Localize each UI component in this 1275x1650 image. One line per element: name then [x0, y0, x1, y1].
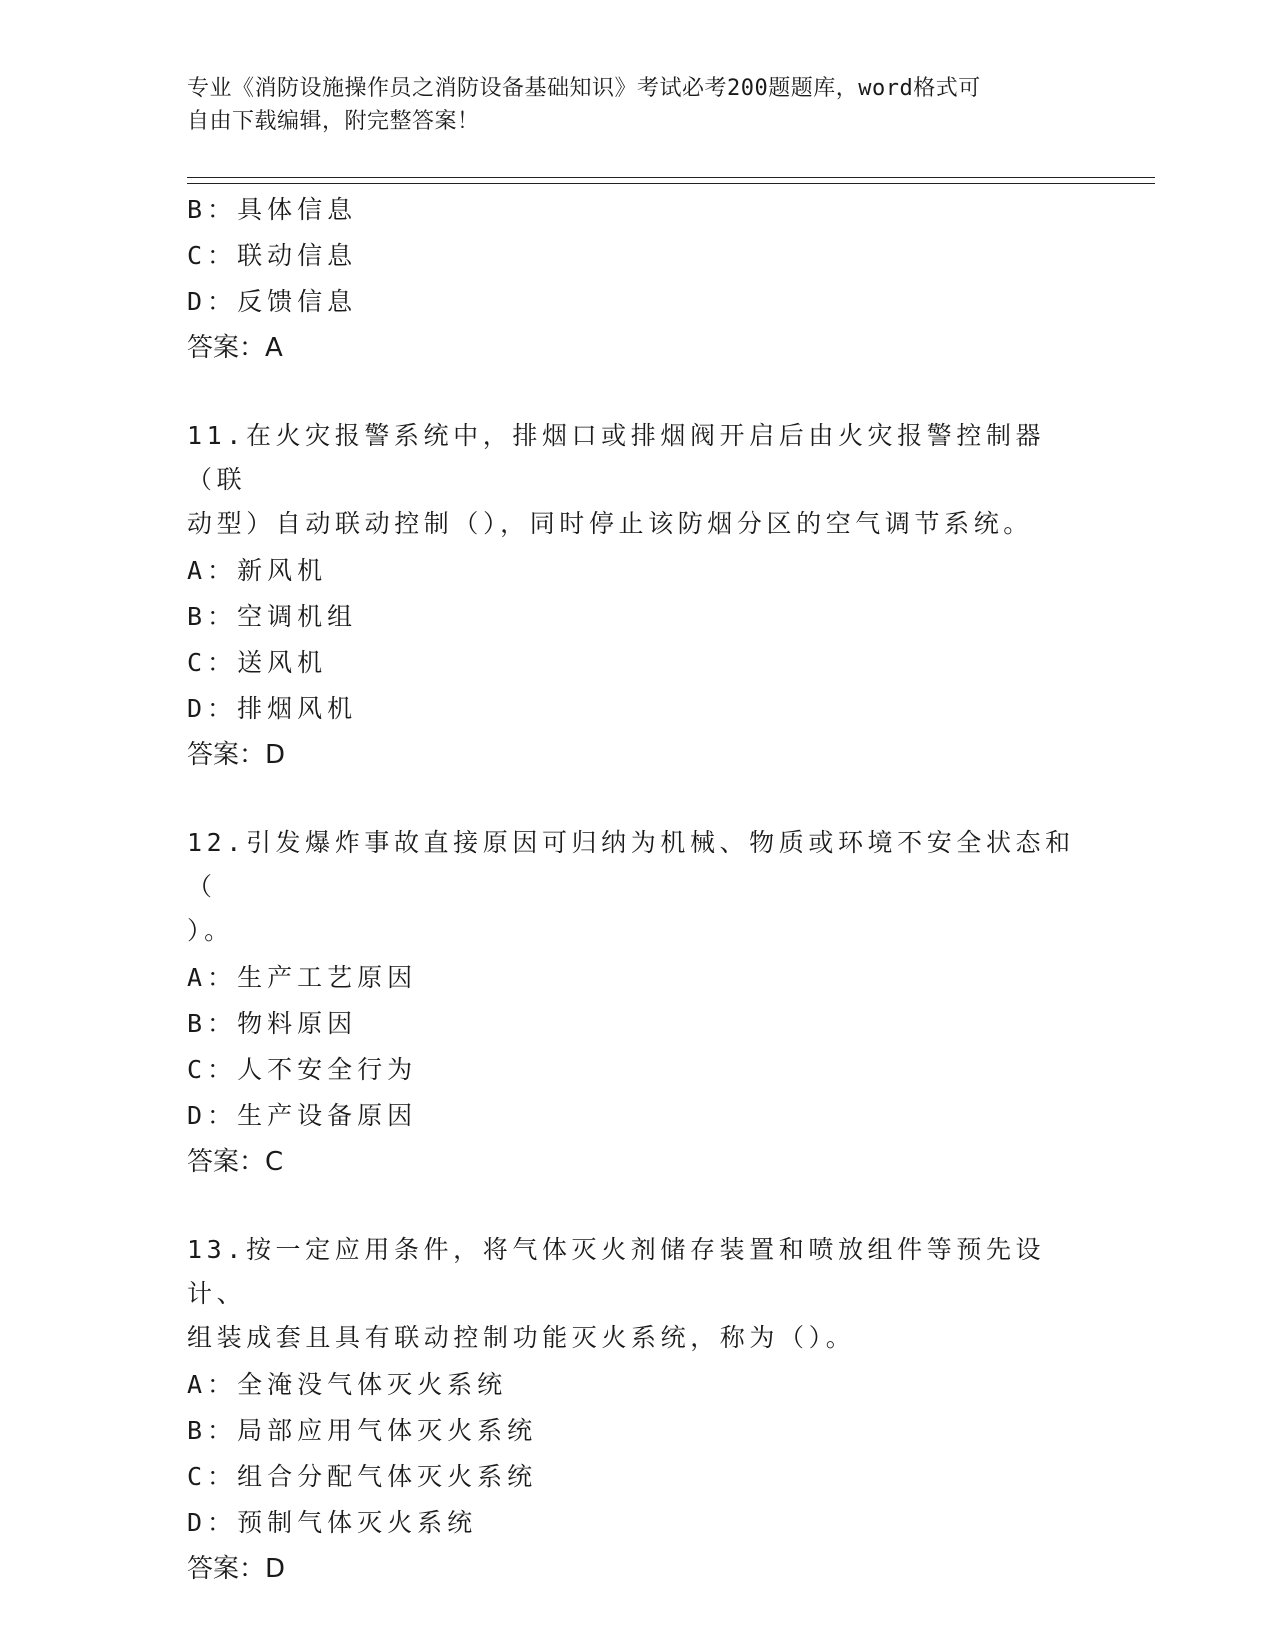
question-11 — [187, 414, 1087, 778]
option-d — [187, 686, 1087, 732]
option-c — [187, 640, 1087, 686]
option-a — [187, 548, 1087, 594]
option-text: 物料原因 — [237, 1009, 358, 1038]
question-stem — [187, 414, 1087, 546]
option-b — [187, 594, 1087, 640]
option-letter: B： — [187, 602, 238, 631]
option-text: 反馈信息 — [237, 287, 358, 316]
stem-line-1: 12.引发爆炸事故直接原因可归纳为机械、物质或环境不安全状态和（ — [187, 828, 1075, 901]
option-letter: A： — [187, 1370, 238, 1399]
option-letter: C： — [187, 241, 238, 270]
option-text: 人不安全行为 — [237, 1055, 418, 1084]
option-text: 排烟风机 — [237, 694, 358, 723]
question-stem — [187, 1228, 1087, 1360]
option-letter: B： — [187, 1009, 238, 1038]
header-line-1: 专业《消防设施操作员之消防设备基础知识》考试必考200题题库，word格式可 — [187, 76, 981, 101]
option-text: 预制气体灭火系统 — [237, 1508, 478, 1537]
option-text: 局部应用气体灭火系统 — [237, 1416, 538, 1445]
option-letter: C： — [187, 648, 238, 677]
option-letter: D： — [187, 287, 238, 316]
option-d — [187, 279, 1087, 325]
option-text: 具体信息 — [237, 195, 358, 224]
option-letter: D： — [187, 694, 238, 723]
option-d — [187, 1093, 1087, 1139]
option-c — [187, 233, 1087, 279]
stem-line-2: 组装成套且具有联动控制功能灭火系统，称为（）。 — [187, 1323, 856, 1352]
answer-line: 答案：D — [187, 740, 286, 770]
option-text: 生产工艺原因 — [237, 963, 418, 992]
option-b — [187, 1408, 1087, 1454]
question-content — [187, 187, 1087, 1592]
option-c — [187, 1047, 1087, 1093]
option-a — [187, 1362, 1087, 1408]
stem-line-1: 13.按一定应用条件，将气体灭火剂储存装置和喷放组件等预先设计、 — [187, 1235, 1046, 1308]
question-12 — [187, 821, 1087, 1185]
option-b — [187, 187, 1087, 233]
option-text: 全淹没气体灭火系统 — [237, 1370, 508, 1399]
option-letter: B： — [187, 195, 238, 224]
option-c — [187, 1454, 1087, 1500]
option-letter: D： — [187, 1101, 238, 1130]
option-letter: C： — [187, 1462, 238, 1491]
header-divider — [187, 177, 1155, 184]
option-text: 组合分配气体灭火系统 — [237, 1462, 538, 1491]
partial-question — [187, 187, 1087, 371]
option-a — [187, 955, 1087, 1001]
option-text: 联动信息 — [237, 241, 358, 270]
stem-line-2: 动型）自动联动控制（），同时停止该防烟分区的空气调节系统。 — [187, 509, 1033, 538]
answer-line: 答案：A — [187, 333, 283, 363]
option-d — [187, 1500, 1087, 1546]
option-letter: C： — [187, 1055, 238, 1084]
answer-line: 答案：C — [187, 1147, 284, 1177]
stem-line-1: 11.在火灾报警系统中，排烟口或排烟阀开启后由火灾报警控制器（联 — [187, 421, 1046, 494]
option-letter: A： — [187, 963, 238, 992]
option-text: 生产设备原因 — [237, 1101, 418, 1130]
option-letter: D： — [187, 1508, 238, 1537]
question-13 — [187, 1228, 1087, 1592]
page-header — [187, 72, 1087, 138]
answer-line: 答案：D — [187, 1554, 286, 1584]
option-text: 送风机 — [237, 648, 328, 677]
question-stem — [187, 821, 1087, 953]
option-text: 新风机 — [237, 556, 328, 585]
option-b — [187, 1001, 1087, 1047]
header-line-2: 自由下载编辑，附完整答案！ — [187, 109, 480, 134]
option-text: 空调机组 — [237, 602, 358, 631]
option-letter: B： — [187, 1416, 238, 1445]
stem-line-2: ）。 — [187, 916, 234, 945]
option-letter: A： — [187, 556, 238, 585]
